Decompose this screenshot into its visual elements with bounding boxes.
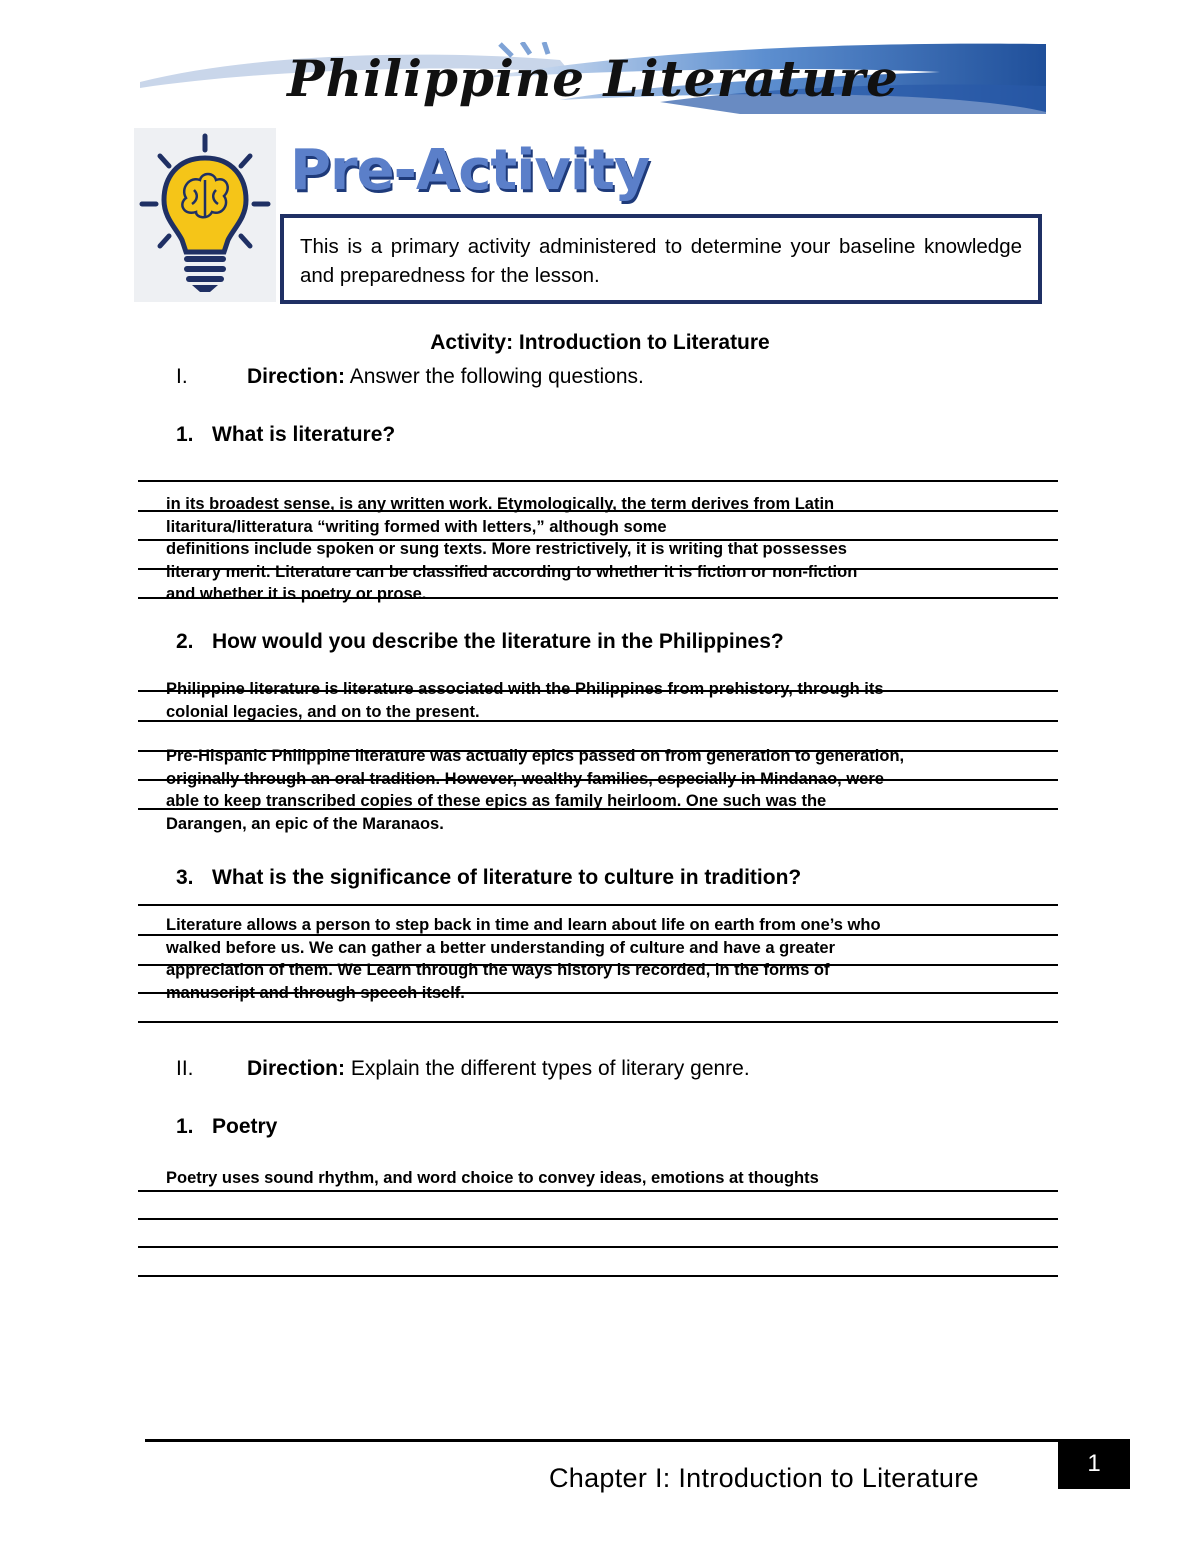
header-banner — [140, 42, 1046, 114]
poetry-answer: Poetry uses sound rhythm, and word choice to convey ideas, emotions at thoughts — [166, 1169, 819, 1187]
banner-title: Philippine Literature — [287, 48, 899, 108]
section2-direction-label: Direction: — [247, 1057, 346, 1080]
section1-direction-text: Answer the following questions. — [345, 365, 644, 388]
answer-rule — [138, 1218, 1058, 1220]
intro-box — [280, 214, 1042, 304]
answer-line: in its broadest sense, is any written work. Etymologically, the term derives from Latin — [166, 495, 835, 513]
section2-direction — [247, 1057, 750, 1081]
answer-line: appreciation of them. We Learn through the ways history is recorded, in the forms of — [166, 961, 830, 979]
q1-answer — [166, 493, 1066, 606]
poetry-heading: Poetry — [212, 1115, 278, 1138]
lightbulb-brain-icon — [134, 128, 276, 302]
answer-line: originally through an oral tradition. However, wealthy families, especially in Mindanao, were — [166, 769, 884, 788]
answer-line: literary merit. Literature can be classified according to whether it is fiction or non-fiction — [166, 562, 858, 581]
bulb-panel — [134, 128, 276, 302]
answer-rule — [138, 1275, 1058, 1277]
pre-activity-title: Pre-Activity — [290, 138, 650, 203]
footer-rule — [145, 1439, 1129, 1442]
q1-number: 1. — [176, 423, 194, 446]
q3-text: What is the significance of literature to culture in tradition? — [212, 866, 802, 889]
answer-rule — [138, 904, 1058, 906]
q2-number: 2. — [176, 630, 194, 653]
section1-direction-label: Direction: — [247, 365, 346, 388]
answer-line: Literature allows a person to step back in time and learn about life on earth from one’s who — [166, 916, 881, 934]
answer-line: Philippine literature is literature associated with the Philippines from prehistory, through its — [166, 680, 884, 698]
q1-text: What is literature? — [212, 423, 396, 446]
q3-number: 3. — [176, 866, 194, 889]
answer-line: colonial legacies, and on to the present. — [166, 702, 480, 721]
answer-line: Darangen, an epic of the Maranaos. — [166, 814, 444, 833]
intro-text: This is a primary activity administered to determine your baseline knowledge and preparedness for the lesson. — [300, 235, 1022, 287]
section2-direction-text: Explain the different types of literary genre. — [345, 1057, 750, 1080]
answer-rule — [138, 1021, 1058, 1023]
section2-numeral: II. — [176, 1057, 194, 1080]
section1-direction — [247, 365, 644, 389]
answer-line: litaritura/litteratura “writing formed with letters,” although some — [166, 517, 667, 536]
poetry-number: 1. — [176, 1115, 194, 1138]
page-number: 1 — [1058, 1439, 1130, 1489]
footer-chapter: Chapter I: Introduction to Literature — [549, 1463, 979, 1493]
answer-rule — [138, 1246, 1058, 1248]
activity-title: Activity: Introduction to Literature — [430, 331, 770, 354]
answer-line: definitions include spoken or sung texts. More restrictively, it is writing that possesses — [166, 540, 847, 558]
q2-text: How would you describe the literature in the Philippines? — [212, 630, 784, 653]
answer-line: able to keep transcribed copies of these epics as family heirloom. One such was the — [166, 792, 827, 810]
answer-line: walked before us. We can gather a better understanding of culture and have a greater — [166, 938, 836, 957]
answer-line: and whether it is poetry or prose. — [166, 585, 427, 603]
answer-rule — [138, 480, 1058, 482]
answer-rule — [138, 1190, 1058, 1192]
section1-numeral: I. — [176, 365, 188, 388]
q3-answer — [166, 914, 1066, 1004]
answer-line: manuscript and through speech itself. — [166, 983, 465, 1002]
q2-answer — [166, 678, 1066, 835]
answer-line: Pre-Hispanic Philippine literature was actually epics passed on from generation to generation, — [166, 747, 905, 765]
